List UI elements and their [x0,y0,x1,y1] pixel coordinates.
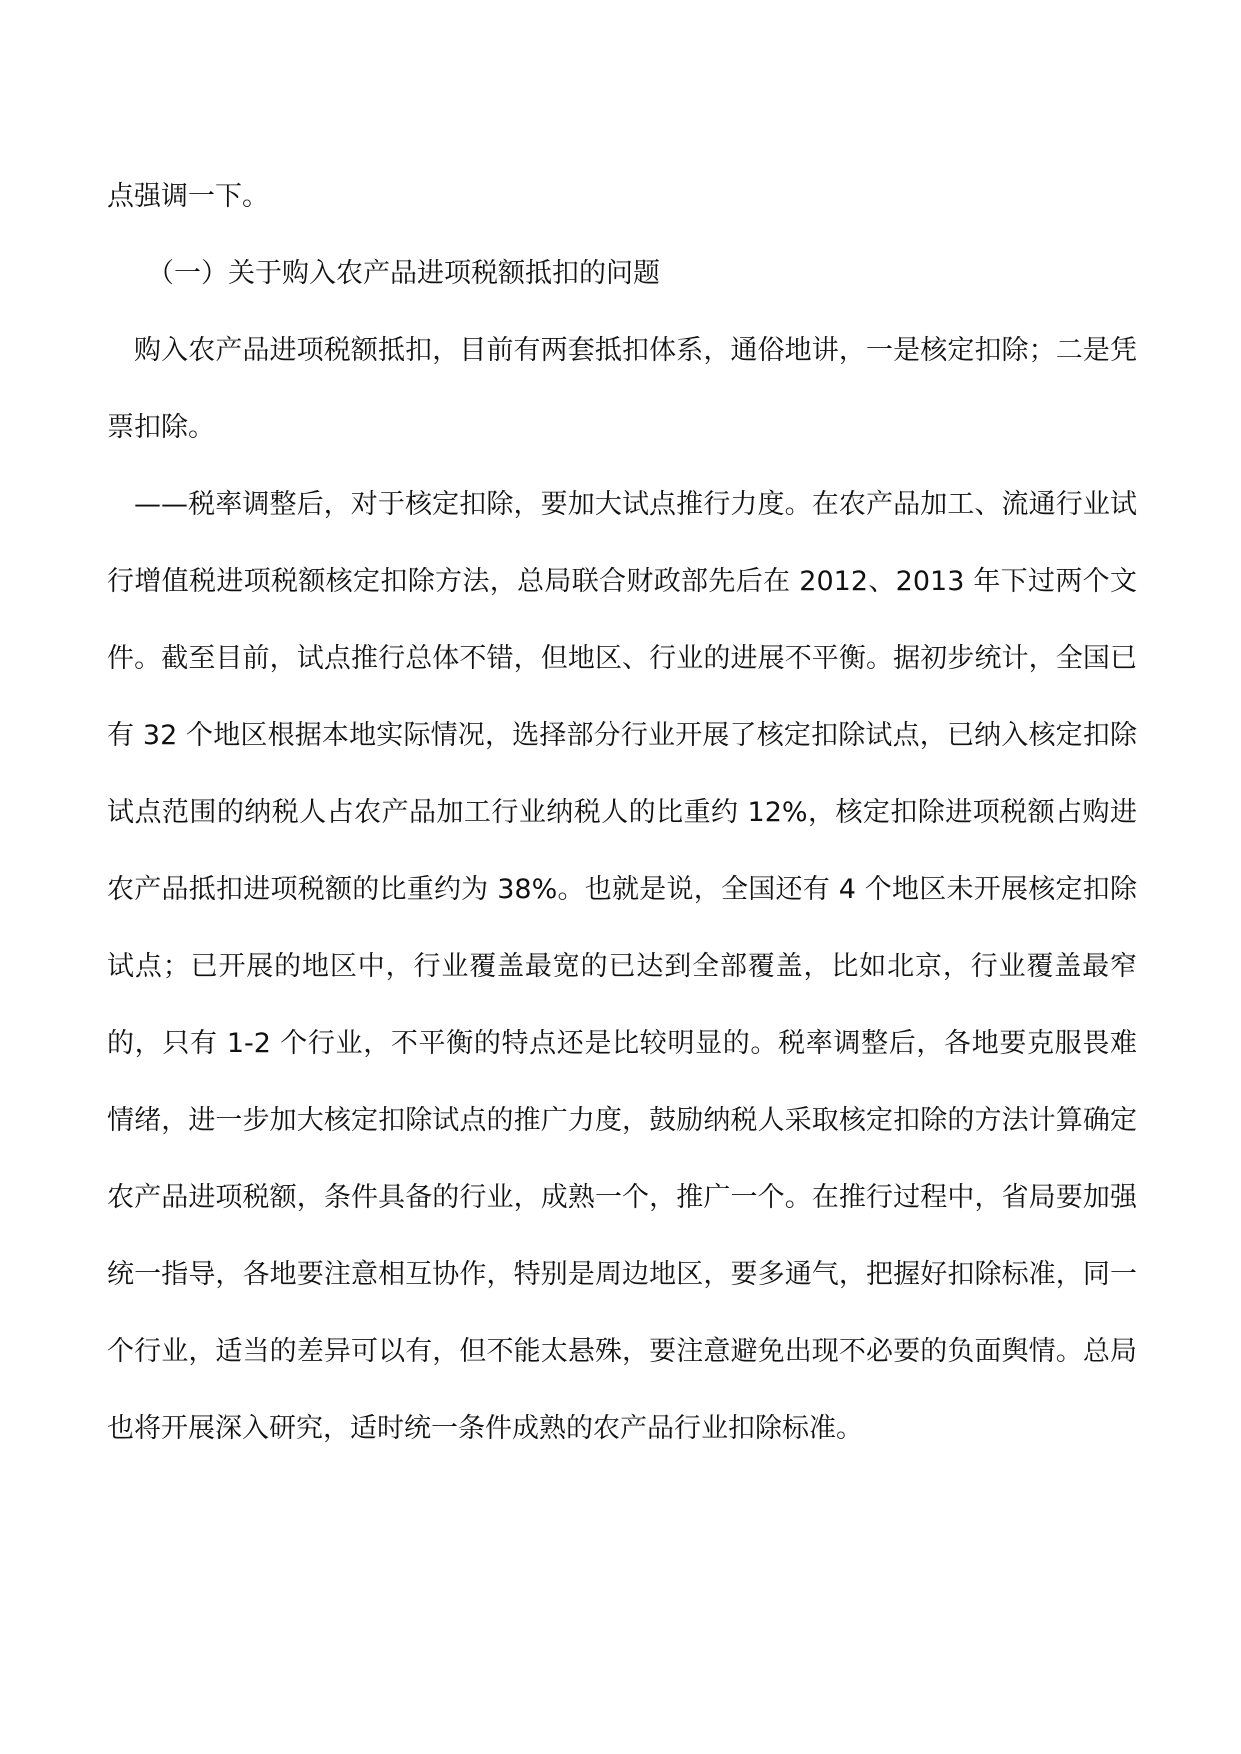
document-body [107,158,1137,1467]
paragraph-continuation: 点强调一下。 [107,181,269,212]
paragraph-deduction-systems: 购入农产品进项税额抵扣，目前有两套抵扣体系，通俗地讲，一是核定扣除；二是凭票扣除。 [107,335,1137,443]
section-heading: （一）关于购入农产品进项税额抵扣的问题 [147,258,660,289]
paragraph-verified-deduction: ——税率调整后，对于核定扣除，要加大试点推行力度。在农产品加工、流通行业试行增值税进项税额核定扣除方法，总局联合财政部先后在 2012、2013 年下过两个文件。截至目前，试点推行总体不错，但地区、行业的进展不平衡。据初步统计，全国已有 32 个地区根据本地实际情况，选择部分行业开展了核定扣除试点，已纳入核定扣除试点范围的纳税人占农产品加工行业纳税人的比重约 12%，核定扣除进项税额占购进农产品抵扣进项税额的比重约为 38%。也就是说，全国还有 4 个地区未开展核定扣除试点；已开展的地区中，行业覆盖最宽的已达到全部覆盖，比如北京，行业覆盖最窄的，只有 1-2 个行业，不平衡的特点还是比较明显的。税率调整后，各地要克服畏难情绪，进一步加大核定扣除试点的推广力度，鼓励纳税人采取核定扣除的方法计算确定农产品进项税额，条件具备的行业，成熟一个，推广一个。在推行过程中，省局要加强统一指导，各地要注意相互协作，特别是周边地区，要多通气，把握好扣除标准，同一个行业，适当的差异可以有，但不能太悬殊，要注意避免出现不必要的负面舆情。总局也将开展深入研究，适时统一条件成熟的农产品行业扣除标准。 [107,489,1137,1444]
